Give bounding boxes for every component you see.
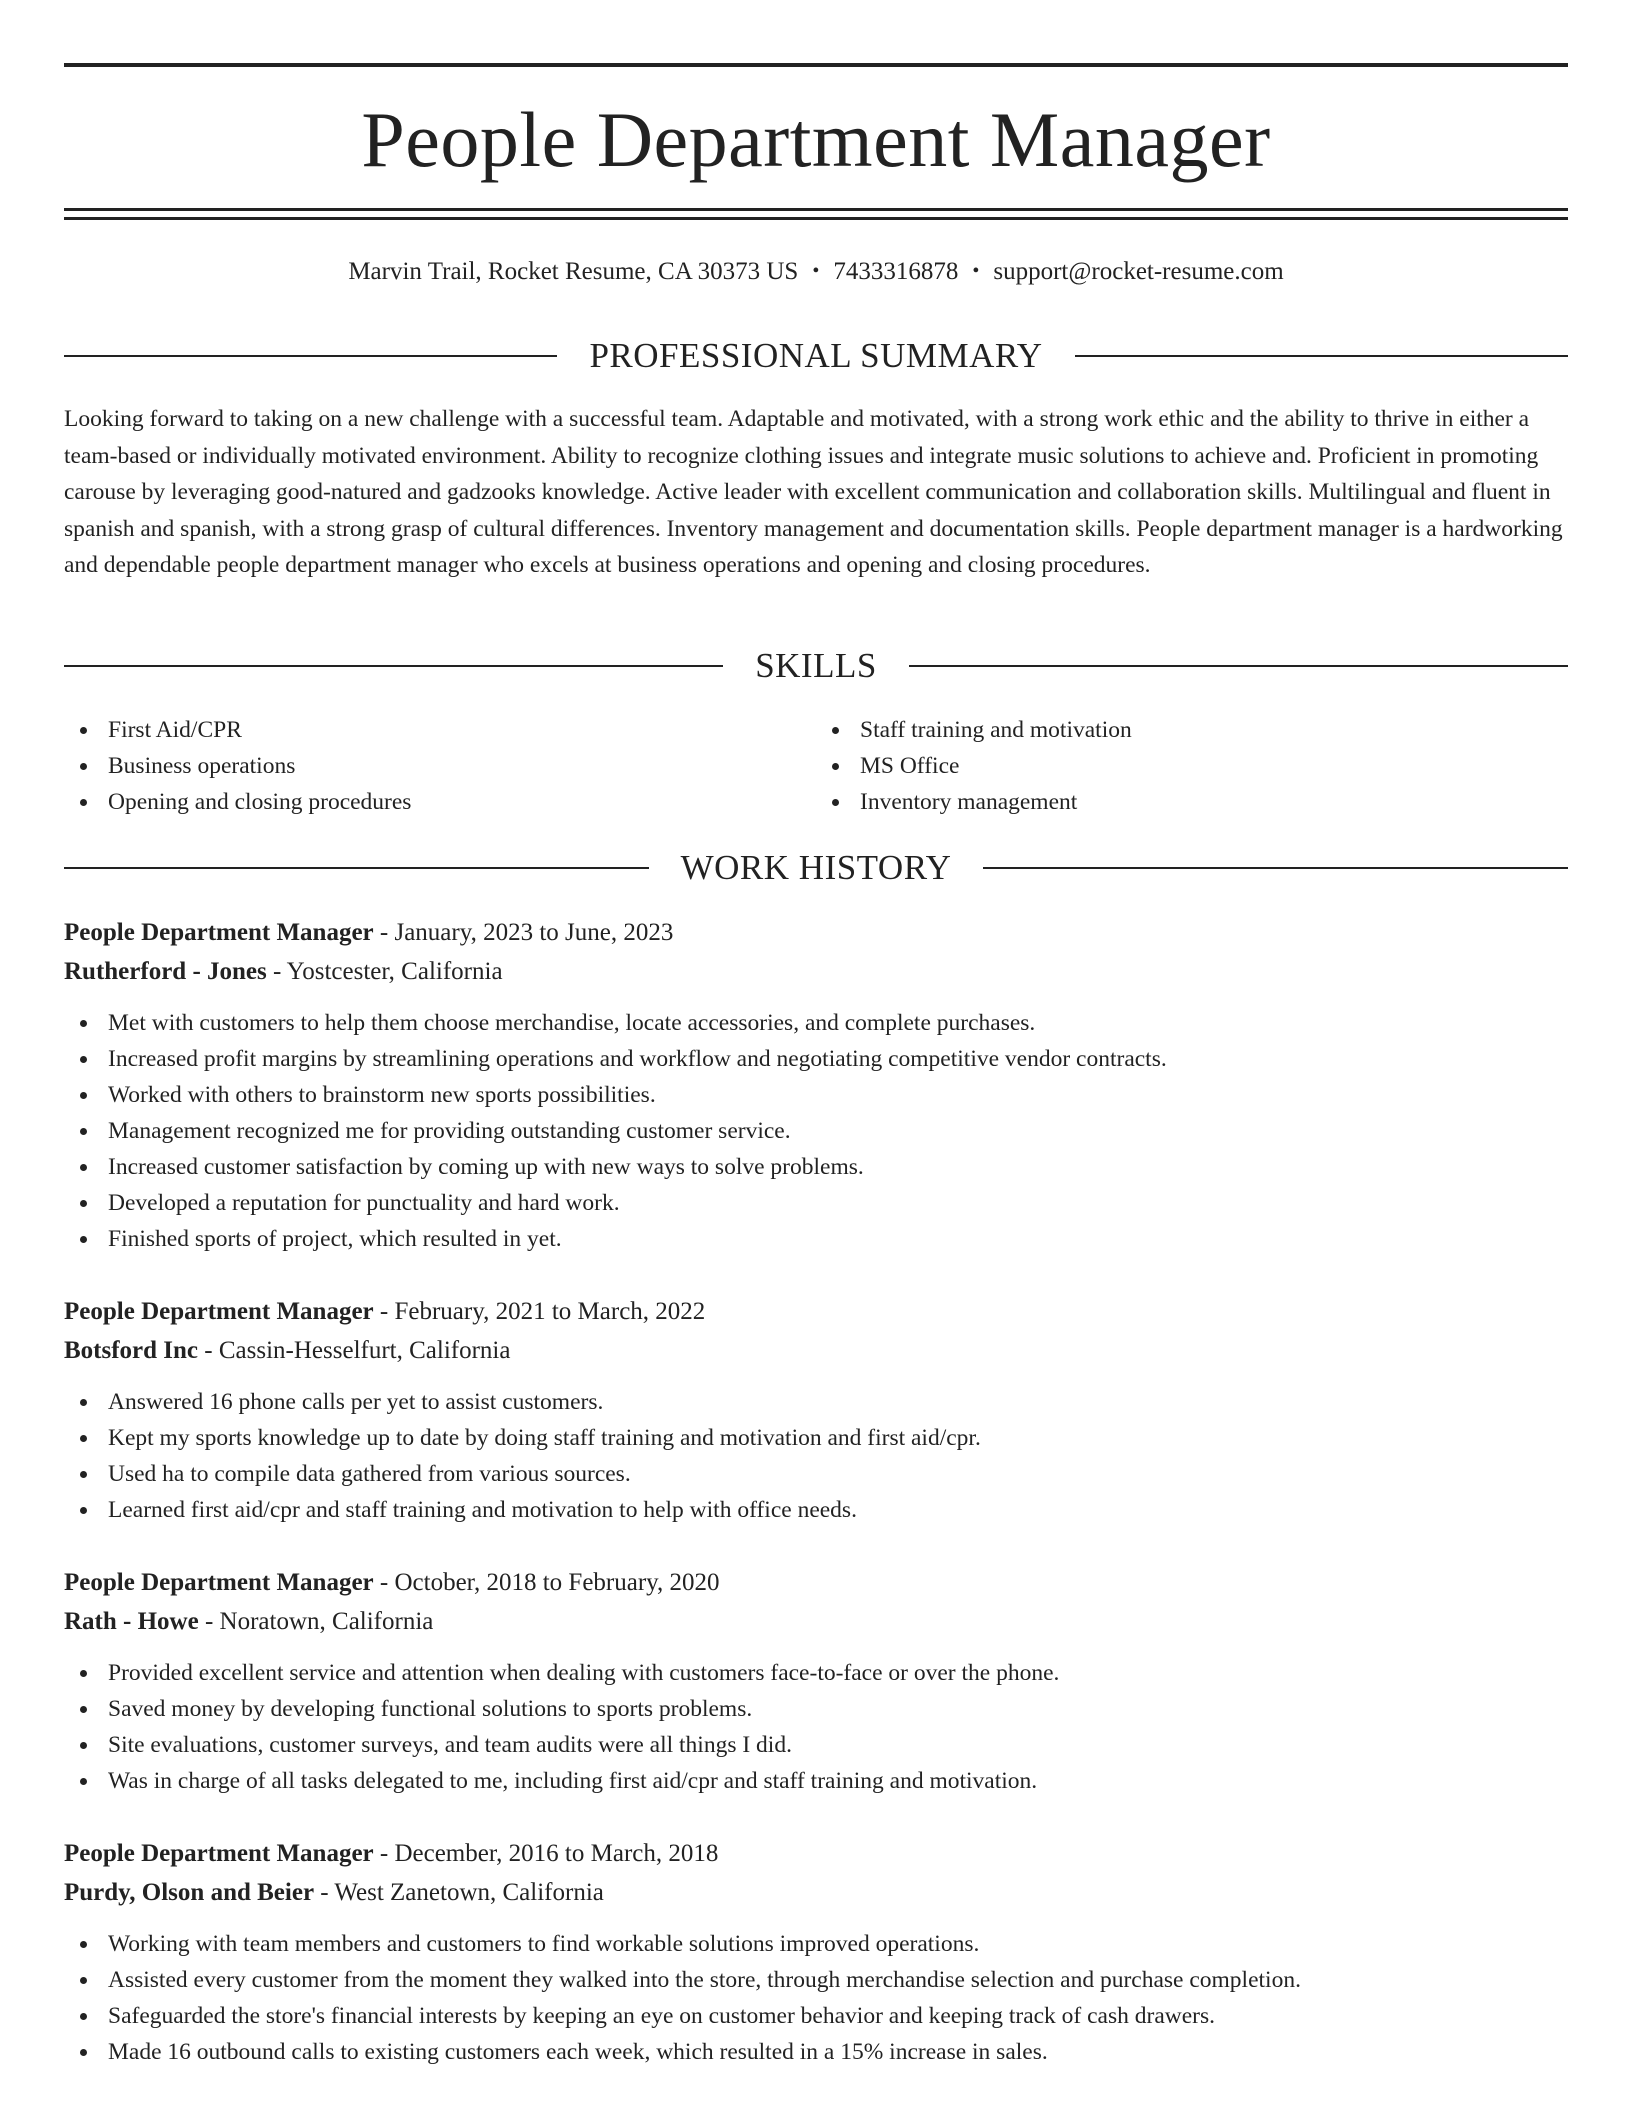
skill-item: Staff training and motivation bbox=[816, 712, 1568, 748]
job-company: Rutherford - Jones bbox=[64, 958, 267, 985]
summary-section-header bbox=[64, 334, 1568, 378]
work-section-header bbox=[64, 846, 1568, 890]
job-entry bbox=[64, 913, 1568, 1257]
job-location: Noratown, California bbox=[219, 1608, 434, 1635]
job-bullet: Provided excellent service and attention when dealing with customers face-to-face or over the phone. bbox=[64, 1655, 1568, 1691]
job-bullet: Worked with others to brainstorm new sports possibilities. bbox=[64, 1077, 1568, 1113]
job-dates: October, 2018 to February, 2020 bbox=[394, 1569, 720, 1596]
skill-item: Inventory management bbox=[816, 784, 1568, 820]
job-company-line: Botsford Inc - Cassin-Hesselfurt, California bbox=[64, 1337, 511, 1364]
section-rule bbox=[1075, 355, 1568, 357]
job-company-line: Purdy, Olson and Beier - West Zanetown, California bbox=[64, 1879, 604, 1906]
job-company-line: Rutherford - Jones - Yostcester, California bbox=[64, 958, 503, 985]
summary-heading: PROFESSIONAL SUMMARY bbox=[589, 336, 1043, 375]
section-rule bbox=[64, 867, 649, 869]
contact-separator: • bbox=[812, 260, 820, 282]
contact-phone: 7433316878 bbox=[833, 258, 959, 285]
skill-item: Opening and closing procedures bbox=[64, 784, 816, 820]
job-entry bbox=[64, 1292, 1568, 1528]
job-bullet: Developed a reputation for punctuality and hard work. bbox=[64, 1185, 1568, 1221]
job-entry bbox=[64, 1834, 1568, 2070]
contact-separator: • bbox=[972, 260, 980, 282]
job-company: Rath - Howe bbox=[64, 1608, 199, 1635]
job-title: People Department Manager bbox=[64, 1298, 374, 1325]
skill-item: Business operations bbox=[64, 748, 816, 784]
skills-column-right bbox=[816, 712, 1568, 820]
job-bullet: Safeguarded the store's financial interests by keeping an eye on customer behavior and keeping track of cash drawers. bbox=[64, 1998, 1568, 2034]
job-bullet: Used ha to compile data gathered from various sources. bbox=[64, 1456, 1568, 1492]
job-dates: January, 2023 to June, 2023 bbox=[394, 919, 674, 946]
job-bullet: Saved money by developing functional solutions to sports problems. bbox=[64, 1691, 1568, 1727]
job-title: People Department Manager bbox=[64, 1840, 374, 1867]
section-rule bbox=[64, 355, 557, 357]
section-rule bbox=[909, 665, 1568, 667]
job-title-line: People Department Manager - February, 2021 to March, 2022 bbox=[64, 1298, 706, 1325]
job-bullet: Was in charge of all tasks delegated to me, including first aid/cpr and staff training and motivation. bbox=[64, 1763, 1568, 1799]
contact-line bbox=[64, 254, 1568, 289]
summary-text: Looking forward to taking on a new challenge with a successful team. Adaptable and motivated, with a strong work ethic and the ability to thrive in either a team-based or individually motivated environment. Ability to recognize clothing issues and integrate music solutions to achieve and. Proficient in promoting carouse by leveraging good-natured and gadzooks knowledge. Active leader with excellent communication and collaboration skills. Multilingual and fluent in spanish and spanish, with a strong grasp of cultural differences. Inventory management and documentation skills. People department manager is a hardworking and dependable people department manager who excels at business operations and opening and closing procedures. bbox=[64, 406, 1563, 578]
job-bullet: Answered 16 phone calls per yet to assist customers. bbox=[64, 1384, 1568, 1420]
job-title-line: People Department Manager - January, 2023 to June, 2023 bbox=[64, 919, 674, 946]
job-bullet: Learned first aid/cpr and staff training and motivation to help with office needs. bbox=[64, 1492, 1568, 1528]
job-entry bbox=[64, 1563, 1568, 1799]
job-dates: February, 2021 to March, 2022 bbox=[394, 1298, 706, 1325]
resume-name: People Department Manager bbox=[361, 96, 1271, 183]
job-bullet: Met with customers to help them choose merchandise, locate accessories, and complete purchases. bbox=[64, 1005, 1568, 1041]
job-location: West Zanetown, California bbox=[334, 1879, 604, 1906]
job-location: Cassin-Hesselfurt, California bbox=[218, 1337, 511, 1364]
job-bullet: Made 16 outbound calls to existing customers each week, which resulted in a 15% increase in sales. bbox=[64, 2034, 1568, 2070]
job-company: Purdy, Olson and Beier bbox=[64, 1879, 315, 1906]
skill-item: First Aid/CPR bbox=[64, 712, 816, 748]
job-dates: December, 2016 to March, 2018 bbox=[394, 1840, 719, 1867]
job-title-line: People Department Manager - December, 2016 to March, 2018 bbox=[64, 1840, 719, 1867]
job-title: People Department Manager bbox=[64, 1569, 374, 1596]
skills-list bbox=[64, 712, 1568, 820]
job-company-line: Rath - Howe - Noratown, California bbox=[64, 1608, 434, 1635]
job-bullet: Increased customer satisfaction by coming up with new ways to solve problems. bbox=[64, 1149, 1568, 1185]
job-bullets bbox=[64, 1926, 1568, 2070]
job-bullets bbox=[64, 1005, 1568, 1257]
header-double-divider bbox=[64, 208, 1568, 220]
job-bullet: Finished sports of project, which resulted in yet. bbox=[64, 1221, 1568, 1257]
skill-item: MS Office bbox=[816, 748, 1568, 784]
skills-section-header bbox=[64, 644, 1568, 688]
job-company: Botsford Inc bbox=[64, 1337, 199, 1364]
job-location: Yostcester, California bbox=[286, 958, 503, 985]
skills-heading: SKILLS bbox=[755, 646, 877, 685]
job-bullet: Increased profit margins by streamlining operations and workflow and negotiating competitive vendor contracts. bbox=[64, 1041, 1568, 1077]
job-bullet: Site evaluations, customer surveys, and team audits were all things I did. bbox=[64, 1727, 1568, 1763]
job-title: People Department Manager bbox=[64, 919, 374, 946]
contact-email: support@rocket-resume.com bbox=[993, 258, 1284, 285]
skills-column-left bbox=[64, 712, 816, 820]
job-bullet: Kept my sports knowledge up to date by doing staff training and motivation and first aid/cpr. bbox=[64, 1420, 1568, 1456]
job-bullets bbox=[64, 1655, 1568, 1799]
job-bullet: Working with team members and customers to find workable solutions improved operations. bbox=[64, 1926, 1568, 1962]
job-bullets bbox=[64, 1384, 1568, 1528]
job-title-line: People Department Manager - October, 2018 to February, 2020 bbox=[64, 1569, 720, 1596]
job-bullet: Assisted every customer from the moment they walked into the store, through merchandise selection and purchase completion. bbox=[64, 1962, 1568, 1998]
work-heading: WORK HISTORY bbox=[680, 848, 952, 887]
job-bullet: Management recognized me for providing outstanding customer service. bbox=[64, 1113, 1568, 1149]
top-divider bbox=[64, 63, 1568, 67]
section-rule bbox=[983, 867, 1568, 869]
contact-address: Marvin Trail, Rocket Resume, CA 30373 US bbox=[348, 258, 799, 285]
section-rule bbox=[64, 665, 723, 667]
